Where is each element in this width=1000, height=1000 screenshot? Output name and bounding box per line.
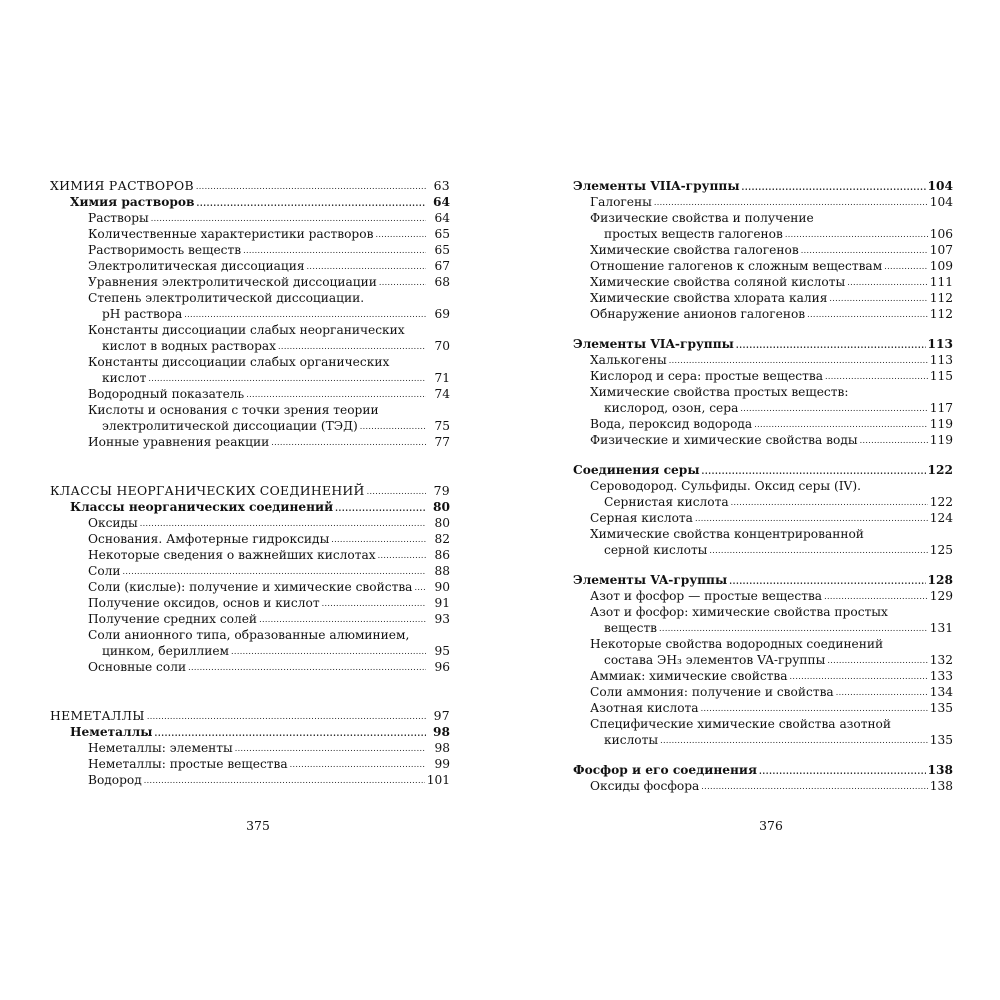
toc-item [50, 611, 450, 627]
dot-leader [695, 510, 928, 526]
toc-item [50, 579, 450, 595]
dot-leader [759, 762, 926, 778]
toc-item [573, 400, 953, 416]
toc-entry-title: простых веществ галогенов [604, 227, 783, 241]
toc-page-number: 98 [434, 741, 450, 755]
toc-section-heading [50, 178, 450, 194]
toc-entry-title: Азот и фосфор — простые вещества [590, 589, 823, 603]
toc-item [50, 386, 450, 402]
toc-group-heading [573, 462, 953, 478]
toc-page-number: 112 [929, 307, 953, 321]
toc-page-number: 88 [434, 564, 450, 578]
toc-entry-title: Химические свойства хлората калия [590, 291, 828, 305]
toc-page-number: 86 [434, 548, 450, 562]
toc-item [50, 756, 450, 772]
toc-entry-title: Оксиды фосфора [590, 779, 700, 793]
group-gap [573, 748, 953, 762]
toc-page-number: 129 [929, 589, 953, 603]
toc-item [573, 620, 953, 636]
page-number-left: 375 [246, 818, 270, 833]
toc-page-number: 68 [434, 275, 450, 289]
dot-leader [231, 643, 426, 659]
toc-item [50, 226, 450, 242]
toc-page-number: 124 [929, 511, 953, 525]
dot-leader [307, 258, 426, 274]
toc-page-number: 80 [433, 500, 450, 514]
dot-leader [827, 652, 927, 668]
dot-leader [825, 368, 928, 384]
toc-page-number: 79 [433, 483, 450, 498]
toc-page-number: 82 [434, 532, 450, 546]
toc-page-number: 63 [433, 178, 450, 193]
dot-leader [144, 772, 425, 788]
toc-entry-title: кислоты [604, 733, 659, 747]
toc-page-number: 74 [434, 387, 450, 401]
toc-entry-line: Соли анионного типа, образованные алюминием, [88, 628, 410, 642]
toc-group-heading [573, 178, 953, 194]
toc-item [50, 418, 450, 434]
toc-page-number: 138 [929, 779, 953, 793]
toc-page-number: 99 [434, 757, 450, 771]
toc-item [50, 306, 450, 322]
toc-item [573, 510, 953, 526]
toc-page-number: 67 [434, 259, 450, 273]
toc-item [50, 210, 450, 226]
dot-leader [184, 306, 426, 322]
toc-page-number: 109 [929, 259, 953, 273]
dot-leader [246, 386, 426, 402]
toc-entry-title: Химические свойства галогенов [590, 243, 799, 257]
toc-entry-title: НЕМЕТАЛЛЫ [50, 708, 145, 723]
dot-leader [259, 611, 426, 627]
toc-page-number: 90 [434, 580, 450, 594]
toc-entry-title: Серная кислота [590, 511, 693, 525]
dot-leader [669, 352, 928, 368]
dot-leader [836, 684, 928, 700]
toc-item [573, 194, 953, 210]
toc-entry-title: Физические и химические свойства воды [590, 433, 858, 447]
toc-page-number: 135 [929, 733, 953, 747]
dot-leader [785, 226, 928, 242]
toc-entry-title: Растворы [88, 211, 149, 225]
toc-entry-title: Ионные уравнения реакции [88, 435, 270, 449]
toc-entry-title: Халькогены [590, 353, 667, 367]
toc-item [50, 242, 450, 258]
dot-leader [414, 579, 426, 595]
toc-entry-title: Водород [88, 773, 142, 787]
toc-item [50, 274, 450, 290]
group-gap [573, 448, 953, 462]
dot-leader [188, 659, 426, 675]
dot-leader [860, 432, 928, 448]
dot-leader [740, 400, 927, 416]
toc-page-number: 131 [929, 621, 953, 635]
dot-leader [331, 531, 426, 547]
toc-entry-title: кислот [102, 371, 147, 385]
toc-page-number: 115 [929, 369, 953, 383]
toc-entry-line: Некоторые свойства водородных соединений [590, 637, 884, 651]
toc-page-number: 104 [927, 179, 953, 193]
toc-entry-title: Химия растворов [70, 195, 195, 209]
toc-entry-title: Азотная кислота [590, 701, 699, 715]
dot-leader [379, 274, 426, 290]
toc-entry-title: Неметаллы: простые вещества [88, 757, 288, 771]
dot-leader [278, 338, 426, 354]
toc-item [573, 542, 953, 558]
toc-entry-title: Элементы VA-группы [573, 573, 728, 587]
toc-entry-title: Получение оксидов, основ и кислот [88, 596, 320, 610]
toc-page-number: 122 [927, 463, 953, 477]
toc-section-heading [50, 708, 450, 724]
dot-leader [235, 740, 426, 756]
dot-leader [360, 418, 426, 434]
toc-item [50, 643, 450, 659]
toc-page-number: 106 [929, 227, 953, 241]
toc-subsection-heading [50, 194, 450, 210]
toc-item [573, 306, 953, 322]
toc-entry-title: Получение средних солей [88, 612, 258, 626]
toc-item [50, 531, 450, 547]
dot-leader [154, 724, 426, 740]
toc-page-number: 125 [929, 543, 953, 557]
dot-leader [754, 416, 928, 432]
toc-page-number: 111 [929, 275, 953, 289]
toc-page-number: 65 [434, 227, 450, 241]
toc-page-number: 122 [929, 495, 953, 509]
toc-entry-title: Водородный показатель [88, 387, 245, 401]
dot-leader [790, 668, 928, 684]
toc-entry-title: состава ЭН₃ элементов VA-группы [604, 653, 826, 667]
right-page [573, 0, 953, 1000]
toc-entry-title: цинком, бериллием [102, 644, 230, 658]
toc-page-number: 75 [434, 419, 450, 433]
toc-entry-line: Константы диссоциации слабых неорганических [88, 323, 405, 337]
toc-item [50, 338, 450, 354]
toc-page-number: 64 [433, 195, 450, 209]
toc-item [50, 515, 450, 531]
toc-page-number: 98 [433, 725, 450, 739]
toc-page-number: 70 [434, 339, 450, 353]
toc-entry-title: электролитической диссоциации (ТЭД) [102, 419, 358, 433]
toc-item [573, 588, 953, 604]
dot-leader [701, 700, 928, 716]
toc-page-number: 135 [929, 701, 953, 715]
toc-page-number: 71 [434, 371, 450, 385]
toc-entry-title: Кислород и сера: простые вещества [590, 369, 823, 383]
toc-page-number: 96 [434, 660, 450, 674]
toc-entry-title: кислород, озон, сера [604, 401, 739, 415]
toc-page-number: 119 [929, 417, 953, 431]
toc-entry-title: Классы неорганических соединений [70, 500, 334, 514]
toc-item [573, 778, 953, 794]
toc-page-number: 93 [434, 612, 450, 626]
toc-item [50, 659, 450, 675]
dot-leader [742, 178, 926, 194]
dot-leader [736, 336, 926, 352]
toc-subsection-heading [50, 724, 450, 740]
toc-page-number: 112 [929, 291, 953, 305]
toc-entry-title: серной кислоты [604, 543, 708, 557]
toc-entry-title: Элементы VIA-группы [573, 337, 734, 351]
toc-entry-title: КЛАССЫ НЕОРГАНИЧЕСКИХ СОЕДИНЕНИЙ [50, 483, 365, 498]
toc-entry-title: Химические свойства соляной кислоты [590, 275, 846, 289]
toc-page-number: 133 [929, 669, 953, 683]
toc-entry-title: Электролитическая диссоциация [88, 259, 305, 273]
toc-entry-line: Константы диссоциации слабых органических [88, 355, 390, 369]
dot-leader [140, 515, 426, 531]
toc-item [50, 740, 450, 756]
dot-leader [123, 563, 426, 579]
dot-leader [884, 258, 928, 274]
dot-leader [243, 242, 426, 258]
toc-entry-line: Сероводород. Сульфиды. Оксид серы (IV). [590, 479, 861, 493]
dot-leader [807, 306, 928, 322]
toc-entry-title: Количественные характеристики растворов [88, 227, 374, 241]
toc-page-number: 113 [927, 337, 953, 351]
toc-entry-title: Соли [88, 564, 121, 578]
toc-group-heading [573, 762, 953, 778]
toc-item [573, 274, 953, 290]
toc-entry-title: Отношение галогенов к сложным веществам [590, 259, 883, 273]
toc-entry-line: Химические свойства концентрированной [590, 527, 864, 541]
toc-entry-title: кислот в водных растворах [102, 339, 277, 353]
toc-page-number: 107 [929, 243, 953, 257]
toc-entry-title: Соединения серы [573, 463, 700, 477]
toc-entry-title: Основные соли [88, 660, 187, 674]
toc-entry-line: Химические свойства простых веществ: [590, 385, 849, 399]
dot-leader [659, 620, 928, 636]
toc-page-number: 119 [929, 433, 953, 447]
toc-entry-title: pH раствора [102, 307, 183, 321]
dot-leader [335, 499, 426, 515]
toc-entry-line: Степень электролитической диссоциации. [88, 291, 365, 305]
toc-item [573, 652, 953, 668]
dot-leader [824, 588, 928, 604]
toc-page-number: 132 [929, 653, 953, 667]
dot-leader [147, 708, 426, 724]
toc-entry-title: Основания. Амфотерные гидроксиды [88, 532, 330, 546]
toc-item [573, 684, 953, 700]
toc-item [50, 258, 450, 274]
toc-entry-title: Неметаллы: элементы [88, 741, 233, 755]
toc-item [573, 226, 953, 242]
toc-item [573, 700, 953, 716]
dot-leader [322, 595, 426, 611]
toc-group-heading [573, 572, 953, 588]
dot-leader [196, 178, 426, 194]
toc-page-number: 69 [434, 307, 450, 321]
toc-item [573, 494, 953, 510]
toc-item [573, 290, 953, 306]
toc-page-number: 138 [927, 763, 953, 777]
dot-leader [148, 370, 426, 386]
dot-leader [290, 756, 426, 772]
toc-page-number: 97 [433, 708, 450, 723]
toc-entry-title: Обнаружение анионов галогенов [590, 307, 806, 321]
toc-entry-line: Кислоты и основания с точки зрения теории [88, 403, 379, 417]
group-gap [573, 322, 953, 336]
toc-entry-line: Азот и фосфор: химические свойства простых [590, 605, 888, 619]
toc-page-number: 134 [929, 685, 953, 699]
toc-page-number: 101 [426, 773, 450, 787]
toc-entry-title: Сернистая кислота [604, 495, 729, 509]
left-toc [50, 178, 450, 788]
toc-entry-line: Физические свойства и получение [590, 211, 814, 225]
toc-group-heading [573, 336, 953, 352]
toc-entry-title: Соли (кислые): получение и химические свойства [88, 580, 413, 594]
toc-entry-title: Оксиды [88, 516, 138, 530]
dot-leader [196, 194, 426, 210]
toc-item [573, 352, 953, 368]
toc-item [50, 370, 450, 386]
dot-leader [709, 542, 927, 558]
toc-item [50, 595, 450, 611]
toc-entry-title: Растворимость веществ [88, 243, 242, 257]
dot-leader [731, 494, 928, 510]
toc-entry-title: Соли аммония: получение и свойства [590, 685, 834, 699]
dot-leader [378, 547, 426, 563]
toc-item [50, 563, 450, 579]
toc-page-number: 113 [929, 353, 953, 367]
dot-leader [801, 242, 928, 258]
toc-item [573, 416, 953, 432]
toc-entry-title: Элементы VIIA-группы [573, 179, 740, 193]
toc-page-number: 91 [434, 596, 450, 610]
toc-item [50, 547, 450, 563]
dot-leader [829, 290, 927, 306]
dot-leader [701, 778, 927, 794]
toc-page-number: 117 [929, 401, 953, 415]
dot-leader [702, 462, 926, 478]
dot-leader [151, 210, 426, 226]
toc-entry-title: Аммиак: химические свойства [590, 669, 788, 683]
toc-entry-title: Некоторые сведения о важнейших кислотах [88, 548, 376, 562]
toc-page-number: 104 [929, 195, 953, 209]
toc-entry-title: ХИМИЯ РАСТВОРОВ [50, 178, 194, 193]
toc-item [573, 668, 953, 684]
left-page [50, 0, 450, 1000]
right-toc [573, 178, 953, 794]
toc-section-heading [50, 483, 450, 499]
group-gap [573, 558, 953, 572]
dot-leader [271, 434, 426, 450]
page-number-right: 376 [759, 818, 783, 833]
dot-leader [375, 226, 426, 242]
section-gap [50, 675, 450, 708]
toc-page-number: 128 [927, 573, 953, 587]
toc-item [50, 434, 450, 450]
toc-entry-title: Фосфор и его соединения [573, 763, 757, 777]
toc-subsection-heading [50, 499, 450, 515]
toc-item [573, 432, 953, 448]
dot-leader [847, 274, 928, 290]
toc-page-number: 77 [434, 435, 450, 449]
toc-entry-title: Неметаллы [70, 725, 153, 739]
toc-item [573, 242, 953, 258]
toc-item [50, 772, 450, 788]
toc-entry-title: Галогены [590, 195, 652, 209]
dot-leader [654, 194, 928, 210]
dot-leader [367, 483, 426, 499]
toc-page-number: 95 [434, 644, 450, 658]
dot-leader [660, 732, 928, 748]
toc-page-number: 65 [434, 243, 450, 257]
toc-entry-title: Вода, пероксид водорода [590, 417, 753, 431]
toc-page-number: 64 [434, 211, 450, 225]
dot-leader [729, 572, 925, 588]
toc-page-number: 80 [434, 516, 450, 530]
toc-entry-line: Специфические химические свойства азотной [590, 717, 892, 731]
section-gap [50, 450, 450, 483]
toc-item [573, 258, 953, 274]
toc-entry-title: веществ [604, 621, 658, 635]
toc-item [573, 732, 953, 748]
toc-item [573, 368, 953, 384]
toc-entry-title: Уравнения электролитической диссоциации [88, 275, 377, 289]
